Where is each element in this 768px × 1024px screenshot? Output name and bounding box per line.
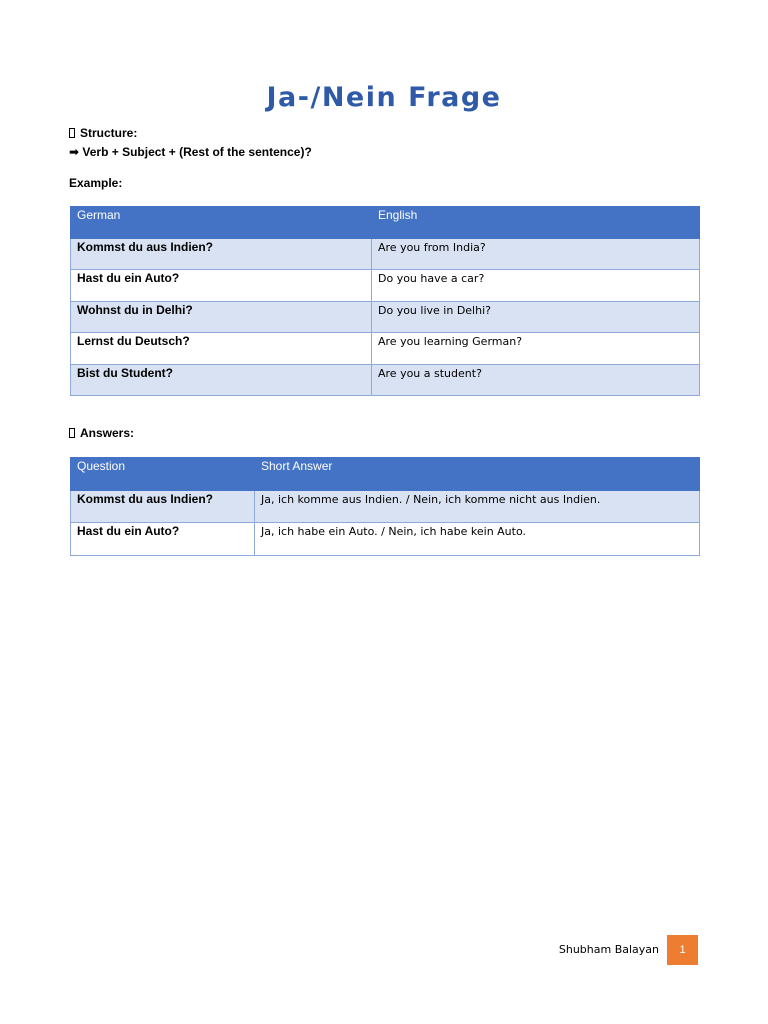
german-cell: Wohnst du in Delhi? (71, 301, 372, 333)
column-header-english: English (372, 207, 700, 239)
page-number-badge: 1 (667, 935, 698, 965)
table-row (71, 333, 700, 365)
examples-table (70, 206, 700, 396)
table-row (71, 490, 700, 523)
table-header-row (71, 207, 700, 239)
german-cell: Lernst du Deutsch? (71, 333, 372, 365)
missing-glyph-icon (69, 128, 75, 138)
question-cell: Kommst du aus Indien? (71, 490, 255, 523)
answers-heading (69, 426, 134, 440)
question-cell: Hast du ein Auto? (71, 523, 255, 556)
column-header-short-answer: Short Answer (255, 458, 700, 491)
column-header-question: Question (71, 458, 255, 491)
table-row (71, 301, 700, 333)
table-row (71, 523, 700, 556)
english-cell: Do you have a car? (372, 270, 700, 302)
table-row (71, 364, 700, 396)
table-header-row (71, 458, 700, 491)
structure-heading (69, 126, 137, 140)
column-header-german: German (71, 207, 372, 239)
example-label: Example: (69, 176, 123, 190)
german-cell: Bist du Student? (71, 364, 372, 396)
table-row (71, 238, 700, 270)
table-row (71, 270, 700, 302)
english-cell: Are you learning German? (372, 333, 700, 365)
german-cell: Kommst du aus Indien? (71, 238, 372, 270)
structure-label: Structure: (80, 126, 138, 140)
missing-glyph-icon (69, 428, 75, 438)
english-cell: Are you from India? (372, 238, 700, 270)
answers-table (70, 457, 700, 556)
answer-cell: Ja, ich habe ein Auto. / Nein, ich habe kein Auto. (255, 523, 700, 556)
structure-formula: ➡ Verb + Subject + (Rest of the sentence)? (69, 145, 312, 159)
answer-cell: Ja, ich komme aus Indien. / Nein, ich komme nicht aus Indien. (255, 490, 700, 523)
page-title: Ja-/Nein Frage (266, 82, 502, 113)
english-cell: Are you a student? (372, 364, 700, 396)
footer-author: Shubham Balayan (558, 943, 659, 956)
german-cell: Hast du ein Auto? (71, 270, 372, 302)
english-cell: Do you live in Delhi? (372, 301, 700, 333)
answers-label: Answers: (80, 426, 135, 440)
